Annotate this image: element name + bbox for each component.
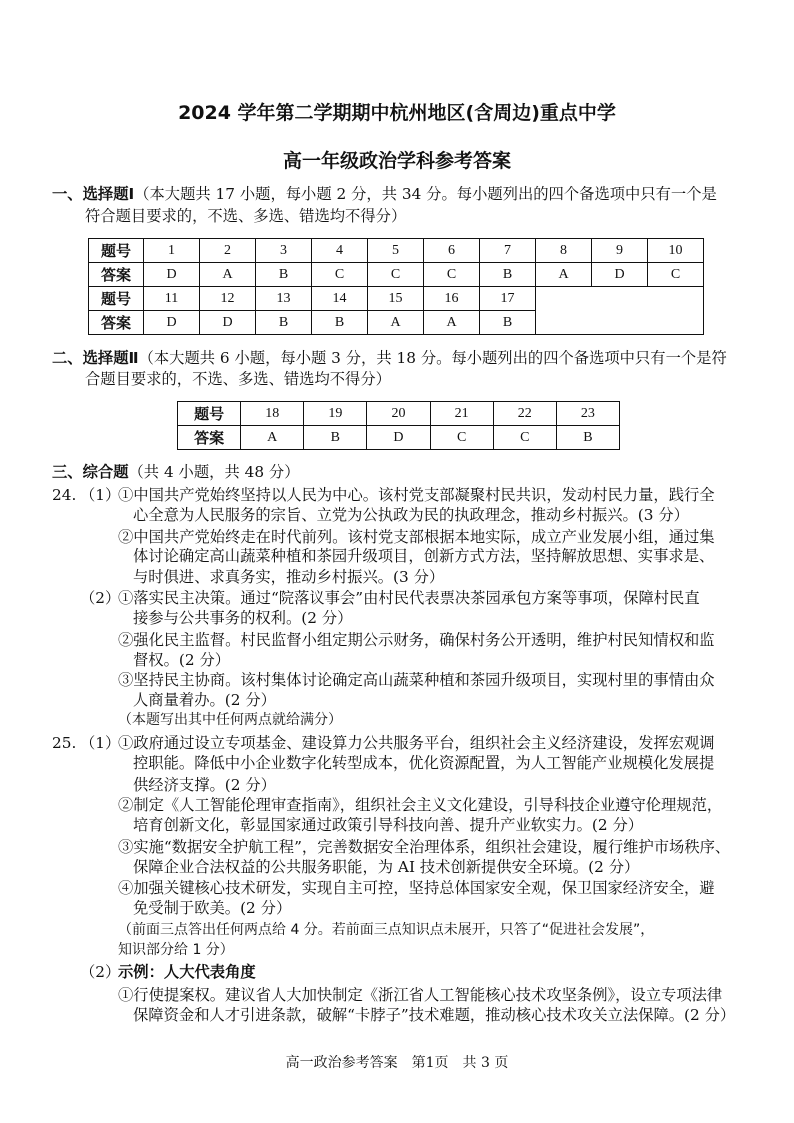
question-number: 17 bbox=[480, 287, 536, 311]
answer-line: ②强化民主监督。村民监督小组定期公示财务，确保村务公开透明，维护村民知情权和监 bbox=[118, 631, 715, 649]
answer-line: 心全意为人民服务的宗旨、立党为公执政为民的执政理念，推动乡村振兴。(3 分） bbox=[133, 506, 689, 524]
q25-part2-label: （2） bbox=[80, 963, 121, 981]
table-row bbox=[178, 426, 620, 450]
answer-cell: C bbox=[430, 426, 493, 450]
label-number: 题号 bbox=[178, 402, 241, 426]
answer-cell: D bbox=[592, 263, 648, 287]
q25-part2-heading: 示例：人大代表角度 bbox=[118, 963, 256, 981]
label-number: 题号 bbox=[89, 287, 144, 311]
table-row bbox=[89, 239, 704, 263]
document-subtitle: 高一年级政治学科参考答案 bbox=[282, 150, 511, 172]
question-number: 3 bbox=[256, 239, 312, 263]
answer-line: 免受制于欧美。(2 分） bbox=[133, 899, 292, 917]
answer-cell: C bbox=[424, 263, 480, 287]
answer-cell: B bbox=[256, 311, 312, 335]
question-number: 14 bbox=[312, 287, 368, 311]
section1-heading: 一、选择题Ⅰ bbox=[52, 185, 135, 203]
answer-cell: C bbox=[493, 426, 556, 450]
answer-line: 与时俱进、求真务实，推动乡村振兴。(3 分） bbox=[133, 568, 445, 586]
answer-cell: B bbox=[480, 311, 536, 335]
q25-number: 25. bbox=[52, 734, 77, 752]
table-row bbox=[89, 287, 704, 311]
question-number: 23 bbox=[556, 402, 619, 426]
answer-table-1 bbox=[88, 238, 704, 335]
answer-cell: A bbox=[241, 426, 304, 450]
answer-cell: B bbox=[256, 263, 312, 287]
question-number: 2 bbox=[200, 239, 256, 263]
answer-line: 体讨论确定高山蔬菜种植和茶园升级项目，创新方式方法，坚持解放思想、实事求是、 bbox=[133, 547, 715, 565]
answer-table-2 bbox=[177, 401, 620, 450]
q25-scoring-note-line2: 知识部分给 1 分） bbox=[118, 942, 234, 958]
answer-line: ②制定《人工智能伦理审查指南》，组织社会主义文化建设，引导科技企业遵守伦理规范， bbox=[118, 796, 723, 814]
answer-line: ②中国共产党始终走在时代前列。该村党支部根据本地实际，成立产业发展小组，通过集 bbox=[118, 528, 715, 546]
question-number: 9 bbox=[592, 239, 648, 263]
question-number: 13 bbox=[256, 287, 312, 311]
label-answer: 答案 bbox=[178, 426, 241, 450]
answer-line: 接参与公共事务的权利。(2 分） bbox=[133, 609, 353, 627]
section2-desc-line2: 合题目要求的，不选、多选、错选均不得分） bbox=[85, 370, 391, 388]
answer-cell: A bbox=[200, 263, 256, 287]
answer-line: ①中国共产党始终坚持以人民为中心。该村党支部凝聚村民共识，发动村民力量，践行全 bbox=[118, 486, 715, 504]
answer-cell: C bbox=[312, 263, 368, 287]
answer-cell: C bbox=[648, 263, 704, 287]
question-number: 19 bbox=[304, 402, 367, 426]
answer-line: 人商量着办。(2 分） bbox=[133, 691, 276, 709]
section1-desc: （本大题共 17 小题，每小题 2 分，共 34 分。每小题列出的四个备选项中只有一个是 bbox=[134, 185, 717, 203]
answer-line: 保障资金和人才引进条款，破解“卡脖子”技术难题，推动核心技术攻关立法保障。(2 分） bbox=[133, 1006, 736, 1024]
section1-heading-line bbox=[52, 184, 717, 204]
answer-cell: D bbox=[144, 311, 200, 335]
label-number: 题号 bbox=[89, 239, 144, 263]
question-number: 18 bbox=[241, 402, 304, 426]
question-number: 16 bbox=[424, 287, 480, 311]
question-number: 8 bbox=[536, 239, 592, 263]
question-number: 4 bbox=[312, 239, 368, 263]
answer-line: 保障企业合法权益的公共服务职能，为 AI 技术创新提供安全环境。(2 分） bbox=[133, 858, 640, 876]
question-number: 11 bbox=[144, 287, 200, 311]
question-number: 21 bbox=[430, 402, 493, 426]
question-number: 15 bbox=[368, 287, 424, 311]
answer-line: 督权。(2 分） bbox=[133, 651, 231, 669]
section1-desc-line2: 符合题目要求的，不选、多选、错选均不得分） bbox=[85, 207, 407, 225]
answer-cell: D bbox=[200, 311, 256, 335]
answer-line: 供经济支撑。(2 分） bbox=[133, 776, 276, 794]
section3-desc: （共 4 小题，共 48 分） bbox=[128, 463, 300, 481]
table-row bbox=[178, 402, 620, 426]
q24-part1-label: （1） bbox=[80, 486, 121, 504]
answer-cell: D bbox=[367, 426, 430, 450]
section2-heading-line bbox=[52, 348, 727, 368]
q25-part1-label: （1） bbox=[80, 734, 121, 752]
answer-cell: A bbox=[368, 311, 424, 335]
section2-heading: 二、选择题Ⅱ bbox=[52, 349, 139, 367]
question-number: 12 bbox=[200, 287, 256, 311]
answer-cell: A bbox=[424, 311, 480, 335]
answer-cell: B bbox=[480, 263, 536, 287]
page-footer: 高一政治参考答案 第1页 共 3 页 bbox=[285, 1055, 509, 1071]
answer-cell: C bbox=[368, 263, 424, 287]
label-answer: 答案 bbox=[89, 263, 144, 287]
q24-part2-label: （2） bbox=[80, 589, 121, 607]
answer-line: ①落实民主决策。通过“院落议事会”由村民代表票决茶园承包方案等事项，保障村民直 bbox=[118, 589, 700, 607]
q24-number: 24. bbox=[52, 486, 77, 504]
section2-desc: （本大题共 6 小题，每小题 3 分，共 18 分。每小题列出的四个备选项中只有一个是符 bbox=[138, 349, 727, 367]
question-number: 6 bbox=[424, 239, 480, 263]
question-number: 20 bbox=[367, 402, 430, 426]
question-number: 1 bbox=[144, 239, 200, 263]
answer-cell: A bbox=[536, 263, 592, 287]
answer-line: ③坚持民主协商。该村集体讨论确定高山蔬菜种植和茶园升级项目，实现村里的事情由众 bbox=[118, 671, 715, 689]
question-number: 22 bbox=[493, 402, 556, 426]
answer-line: 培育创新文化，彰显国家通过政策引导科技向善、提升产业软实力。(2 分） bbox=[133, 816, 644, 834]
section3-heading-line bbox=[52, 462, 300, 482]
empty-cell bbox=[536, 287, 704, 335]
answer-line: 控职能。降低中小企业数字化转型成本，优化资源配置，为人工智能产业规模化发展提 bbox=[133, 754, 715, 772]
q25-scoring-note: （前面三点答出任何两点给 4 分。若前面三点知识点未展开，只答了“促进社会发展”， bbox=[118, 922, 655, 938]
table-row bbox=[89, 263, 704, 287]
answer-line: ③实施“数据安全护航工程”，完善数据安全治理体系，组织社会建设，履行维护市场秩序、 bbox=[118, 838, 731, 856]
answer-line: ①行使提案权。建议省人大加快制定《浙江省人工智能核心技术攻坚条例》，设立专项法律 bbox=[118, 986, 723, 1004]
section3-heading: 三、综合题 bbox=[52, 463, 129, 481]
question-number: 10 bbox=[648, 239, 704, 263]
answer-cell: B bbox=[304, 426, 367, 450]
answer-cell: B bbox=[312, 311, 368, 335]
answer-cell: B bbox=[556, 426, 619, 450]
answer-cell: D bbox=[144, 263, 200, 287]
question-number: 7 bbox=[480, 239, 536, 263]
answer-line: ④加强关键核心技术研发，实现自主可控，坚持总体国家安全观，保卫国家经济安全，避 bbox=[118, 879, 715, 897]
q24-scoring-note: （本题写出其中任何两点就给满分） bbox=[118, 712, 342, 728]
document-title: 2024 学年第二学期期中杭州地区(含周边)重点中学 bbox=[178, 102, 616, 124]
label-answer: 答案 bbox=[89, 311, 144, 335]
question-number: 5 bbox=[368, 239, 424, 263]
answer-line: ①政府通过设立专项基金、建设算力公共服务平台，组织社会主义经济建设，发挥宏观调 bbox=[118, 734, 715, 752]
